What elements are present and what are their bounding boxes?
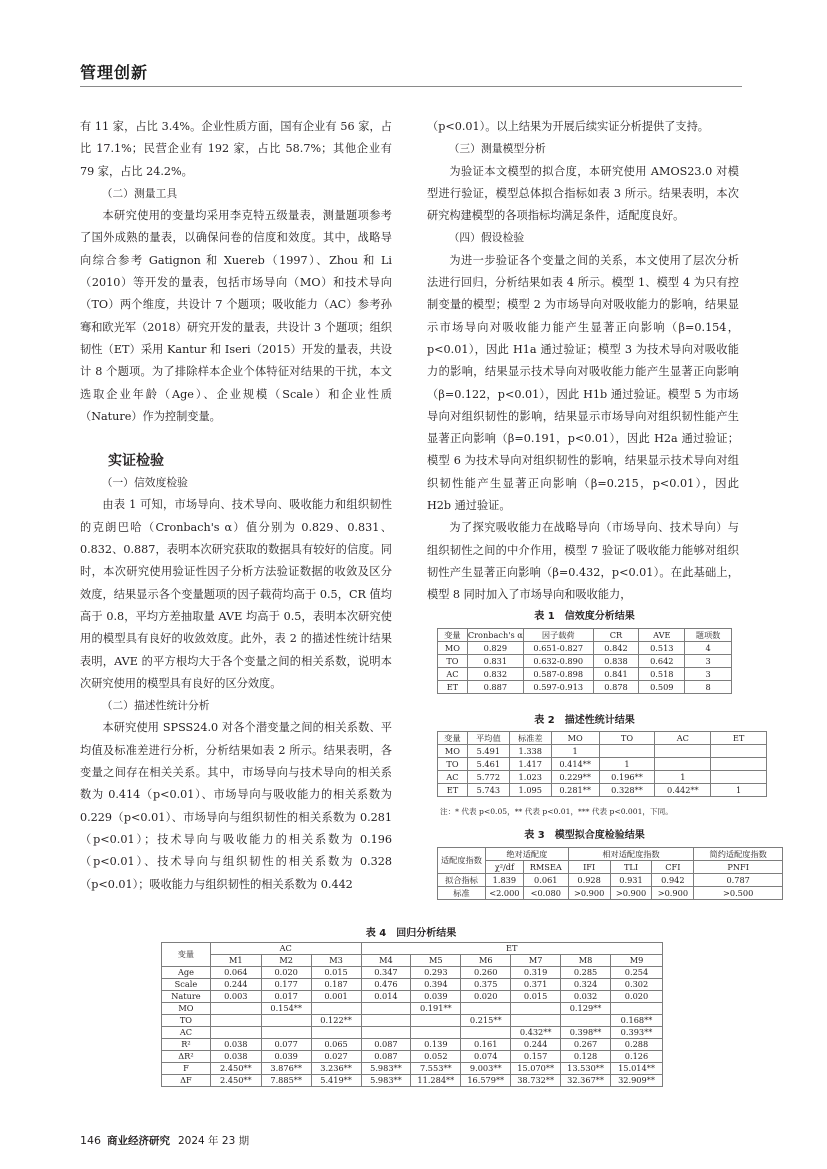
table-header-cell: 变量: [438, 732, 468, 745]
table-cell: 0.061: [523, 874, 568, 887]
table-row: [438, 681, 732, 694]
table-cell: 0.432**: [511, 1027, 561, 1039]
table-header-row: [162, 955, 663, 967]
table-cell: 0.077: [261, 1039, 311, 1051]
table-cell: 2.450**: [210, 1075, 261, 1087]
table-header-cell: M3: [311, 955, 361, 967]
table-cell: AC: [438, 771, 468, 784]
table-cell: 0.393**: [611, 1027, 663, 1039]
table-cell: 1.023: [509, 771, 551, 784]
table-row: [162, 1075, 663, 1087]
table-cell: 0.841: [593, 668, 639, 681]
table-cell: [461, 1027, 511, 1039]
table-cell: [210, 1027, 261, 1039]
table-cell: [261, 1027, 311, 1039]
table-cell: 8: [685, 681, 732, 694]
table-cell: 5.772: [467, 771, 509, 784]
table-cell: [655, 745, 711, 758]
subsection-heading: （一）信效度检验: [101, 476, 188, 490]
table-header-cell: IFI: [568, 861, 610, 874]
table-cell: 0.087: [361, 1039, 411, 1051]
table-header-cell: ET: [711, 732, 767, 745]
table-cell: [655, 758, 711, 771]
table-cell: [361, 1027, 411, 1039]
table-header-cell: 题项数: [685, 629, 732, 642]
table-cell: 0.168**: [611, 1015, 663, 1027]
table-cell: 0.319: [511, 967, 561, 979]
table-cell: 0.065: [311, 1039, 361, 1051]
table-cell: [599, 745, 655, 758]
table-cell: 0.518: [639, 668, 685, 681]
table-cell: 11.284**: [411, 1075, 461, 1087]
table-cell: R²: [162, 1039, 211, 1051]
subsection-heading: （三）测量模型分析: [448, 142, 546, 156]
issue-label: 2024 年 23 期: [178, 1135, 250, 1147]
table-cell: 0.003: [210, 991, 261, 1003]
paragraph: 为进一步验证各个变量之间的关系，本文使用了层次分析法进行回归，分析结果如表 4 所示。模型 1、模型 4 为只有控制变量的模型；模型 2 为市场导向对吸收能力的影响，结果显示市场导向对吸收能力能产生显著正向影响（β=0.154，p<0.01），因此 H1a 通过验证；模型 3 为技术导向对吸收能力的影响，结果显示技术导向对吸收能力能产生显著正向影响（β=0.122，p<0.01），因此 H1b 通过验证。模型 5 为市场导向对组织韧性的影响，结果显示市场导向对组织韧性能产生显著正向影响（β=0.191，p<0.01），因此 H2a 通过验证；模型 6 为技术导向对组织韧性的影响，结果显示技术导向对组织韧性能产生显著正向影响（β=0.215，p<0.01），因此 H2b 通过验证。: [427, 253, 739, 513]
table-header-cell: 绝对适配度: [485, 848, 568, 861]
table-cell: [561, 1015, 611, 1027]
table-cell: 0.039: [411, 991, 461, 1003]
table-cell: 0.288: [611, 1039, 663, 1051]
table-cell: 0.032: [561, 991, 611, 1003]
table1-reliability: [437, 628, 732, 694]
table-cell: Nature: [162, 991, 211, 1003]
table-header-cell: PNFI: [694, 861, 783, 874]
table-cell: 0.632-0.890: [523, 655, 593, 668]
table-cell: 0.161: [461, 1039, 511, 1051]
table-header-cell: ET: [361, 943, 663, 955]
table-cell: 0.787: [694, 874, 783, 887]
table-cell: 0.177: [261, 979, 311, 991]
table-cell: [511, 1015, 561, 1027]
table-cell: 1.417: [509, 758, 551, 771]
table-cell: 0.414**: [551, 758, 599, 771]
table-cell: TO: [162, 1015, 211, 1027]
table-row: [438, 887, 783, 900]
table-cell: 0.394: [411, 979, 461, 991]
table-cell: 0.015: [511, 991, 561, 1003]
table-cell: 0.842: [593, 642, 639, 655]
table-row: [162, 1015, 663, 1027]
table-cell: 0.039: [261, 1051, 311, 1063]
table-cell: 1.338: [509, 745, 551, 758]
subsection-heading: （二）测量工具: [101, 186, 178, 200]
table-cell: 0.020: [611, 991, 663, 1003]
table-cell: >0.900: [610, 887, 652, 900]
table-cell: F: [162, 1063, 211, 1075]
table-cell: [711, 745, 767, 758]
table-header-row: [438, 861, 783, 874]
table-cell: 0.328**: [599, 784, 655, 797]
table-cell: <0.080: [523, 887, 568, 900]
table-cell: 3.876**: [261, 1063, 311, 1075]
table-header-cell: χ²/df: [485, 861, 523, 874]
paragraph: 为了探究吸收能力在战略导向（市场导向、技术导向）与组织韧性之间的中介作用，模型 7 验证了吸收能力能够对组织韧性产生显著正向影响（β=0.432，p<0.01）。在此基础上，模型 8 同时加入了市场导向和吸收能力，: [427, 521, 739, 602]
table-header-cell: 简约适配度指数: [694, 848, 783, 861]
table-cell: TO: [438, 655, 468, 668]
table-cell: [311, 1003, 361, 1015]
table-cell: 1: [655, 771, 711, 784]
table-cell: 0.887: [467, 681, 523, 694]
table-header-cell: 标准差: [509, 732, 551, 745]
table-row: [162, 1003, 663, 1015]
table-cell: 5.983**: [361, 1063, 411, 1075]
table-cell: 0.302: [611, 979, 663, 991]
table-cell: 0.015: [311, 967, 361, 979]
table-cell: 0.014: [361, 991, 411, 1003]
table-cell: 0.285: [561, 967, 611, 979]
table-header-cell: AC: [210, 943, 361, 955]
table-row: [438, 745, 767, 758]
table-header-cell: 变量: [438, 629, 468, 642]
table-cell: 0.878: [593, 681, 639, 694]
table-cell: 0.324: [561, 979, 611, 991]
table-cell: 3: [685, 668, 732, 681]
paragraph: 本研究使用 SPSS24.0 对各个潜变量之间的相关系数、平均值及标准差进行分析，分析结果如表 2 所示。结果表明，各变量之间存在相关关系。其中，市场导向与技术导向的相关系数为 0.414（p<0.01）、市场导向与吸收能力的相关系数为 0.229（p<0.01）、市场导向与组织韧性的相关系数为 0.281（p<0.01）；技术导向与吸收能力的相关系数为 0.196（p<0.01）、技术导向与组织韧性的相关系数为 0.328（p<0.01）；吸收能力与组织韧性的相关系数为 0.442: [80, 721, 392, 891]
table-row: [438, 668, 732, 681]
table-cell: [361, 1003, 411, 1015]
subsection-heading: （四）假设检验: [448, 231, 525, 245]
table-cell: 0.832: [467, 668, 523, 681]
table-cell: [461, 1003, 511, 1015]
table-row: [438, 655, 732, 668]
table-cell: ET: [438, 681, 468, 694]
table-row: [438, 642, 732, 655]
table-header-row: [438, 848, 783, 861]
table-cell: 3: [685, 655, 732, 668]
table-cell: ET: [438, 784, 468, 797]
table-header-cell: M5: [411, 955, 461, 967]
table-cell: 0.074: [461, 1051, 511, 1063]
table-row: [162, 1039, 663, 1051]
table-cell: MO: [438, 745, 468, 758]
table-cell: Age: [162, 967, 211, 979]
left-column: [80, 116, 392, 896]
section-title: 管理创新: [80, 63, 149, 82]
table-cell: 0.651-0.827: [523, 642, 593, 655]
table-cell: 38.732**: [511, 1075, 561, 1087]
table-cell: MO: [162, 1003, 211, 1015]
table-cell: >0.900: [652, 887, 694, 900]
table-cell: AC: [438, 668, 468, 681]
table-cell: ΔF: [162, 1075, 211, 1087]
table-cell: 0.587-0.898: [523, 668, 593, 681]
table-header-cell: 因子载荷: [523, 629, 593, 642]
table-cell: 1: [599, 758, 655, 771]
table-cell: 0.260: [461, 967, 511, 979]
table-cell: 拟合指标: [438, 874, 486, 887]
table4-caption: 表 4 回归分析结果: [365, 928, 457, 939]
table-cell: AC: [162, 1027, 211, 1039]
table-header-cell: M8: [561, 955, 611, 967]
table-cell: 32.367**: [561, 1075, 611, 1087]
table-cell: 1: [711, 784, 767, 797]
table-header-cell: M2: [261, 955, 311, 967]
paragraph: 有 11 家，占比 3.4%。企业性质方面，国有企业有 56 家，占比 17.1%；民营企业有 192 家，占比 58.7%；其他企业有 79 家，占比 24.2%。: [80, 120, 392, 178]
table-cell: [711, 758, 767, 771]
table-cell: 0.038: [210, 1051, 261, 1063]
subsection-heading: （二）描述性统计分析: [101, 699, 210, 713]
table-cell: MO: [438, 642, 468, 655]
table-cell: 5.743: [467, 784, 509, 797]
table-cell: 0.017: [261, 991, 311, 1003]
table-header-row: [438, 732, 767, 745]
table-row: [438, 758, 767, 771]
journal-name: 商业经济研究: [107, 1135, 170, 1147]
table-cell: 0.122**: [311, 1015, 361, 1027]
table-cell: 0.027: [311, 1051, 361, 1063]
table-row: [162, 1051, 663, 1063]
table-header-row: [438, 629, 732, 642]
table-cell: 9.003**: [461, 1063, 511, 1075]
table-cell: 0.129**: [561, 1003, 611, 1015]
table-header-cell: Cronbach's α: [467, 629, 523, 640]
table-cell: 0.829: [467, 642, 523, 655]
table-cell: 3.236**: [311, 1063, 361, 1075]
table2-note: 注：* 代表 p<0.05，** 代表 p<0.01，*** 代表 p<0.001，下同。: [440, 807, 673, 816]
table-cell: 1.839: [485, 874, 523, 887]
table-row: [438, 784, 767, 797]
table-cell: ΔR²: [162, 1051, 211, 1063]
table-cell: 0.154**: [261, 1003, 311, 1015]
right-column: [427, 116, 739, 607]
table-cell: 13.530**: [561, 1063, 611, 1075]
table-cell: 0.442**: [655, 784, 711, 797]
table-row: [162, 979, 663, 991]
table-header-cell: CFI: [652, 861, 694, 874]
table-cell: 0.157: [511, 1051, 561, 1063]
table-cell: <2.000: [485, 887, 523, 900]
table-cell: 1.095: [509, 784, 551, 797]
table-cell: [711, 771, 767, 784]
table-cell: 0.375: [461, 979, 511, 991]
table-header-cell: 相对适配度指数: [568, 848, 694, 861]
table-header-row: [162, 943, 663, 955]
table1-caption: 表 1 信效度分析结果: [534, 611, 635, 622]
table-cell: 15.070**: [511, 1063, 561, 1075]
table-cell: 7.553**: [411, 1063, 461, 1075]
table-cell: 0.196**: [599, 771, 655, 784]
table-header-cell: RMSEA: [523, 861, 568, 874]
table-header-cell: M6: [461, 955, 511, 967]
table-cell: 0.020: [461, 991, 511, 1003]
page-number: 146: [80, 1134, 101, 1147]
table-cell: 0.281**: [551, 784, 599, 797]
table-cell: 0.187: [311, 979, 361, 991]
paragraph: 为验证本文模型的拟合度，本研究使用 AMOS23.0 对模型进行验证，模型总体拟合指标如表 3 所示。结果表明，本次研究构建模型的各项指标均满足条件，适配度良好。: [427, 164, 739, 223]
table-cell: [210, 1015, 261, 1027]
table-cell: 1: [551, 745, 599, 758]
table-cell: 0.267: [561, 1039, 611, 1051]
table-cell: 5.491: [467, 745, 509, 758]
table-cell: 0.293: [411, 967, 461, 979]
table-cell: 标准: [438, 887, 486, 900]
section-heading: 实证检验: [108, 453, 164, 470]
table-cell: 0.838: [593, 655, 639, 668]
table-header-cell: M1: [210, 955, 261, 967]
table-row: [162, 1063, 663, 1075]
table-cell: 4: [685, 642, 732, 655]
table-cell: [210, 1003, 261, 1015]
table-cell: [411, 1027, 461, 1039]
table-cell: [611, 1003, 663, 1015]
table-cell: 0.931: [610, 874, 652, 887]
table-cell: 0.126: [611, 1051, 663, 1063]
table2-caption: 表 2 描述性统计结果: [534, 715, 635, 726]
table-cell: 0.254: [611, 967, 663, 979]
table-cell: [361, 1015, 411, 1027]
table-cell: 0.244: [511, 1039, 561, 1051]
table-cell: 0.244: [210, 979, 261, 991]
table-row: [438, 874, 783, 887]
table4-regression: [161, 942, 663, 1087]
table-header-cell: 平均值: [467, 732, 509, 745]
paragraph: 本研究使用的变量均采用李克特五级量表，测量题项参考了国外成熟的量表，以确保问卷的信度和效度。其中，战略导向综合参考 Gatignon 和 Xuereb（1997）、Zhou 和 Li（2010）等开发的量表，包括市场导向（MO）和技术导向（TO）两个维度，共设计 7 个题项；吸收能力（AC）参考孙骞和欧光军（2018）研究开发的量表，共设计 3 个题项；组织韧性（ET）采用 Kantur 和 Iseri（2015）开发的量表，共设计 8 个题项。为了排除样本企业个体特征对结果的干扰，本文选取企业年龄（Age）、企业规模（Scale）和企业性质（Nature）作为控制变量。: [80, 209, 392, 423]
running-header: [80, 58, 742, 87]
table-header-cell: MO: [551, 732, 599, 745]
table-cell: 7.885**: [261, 1075, 311, 1087]
table-header-cell: TLI: [610, 861, 652, 874]
table-header-cell: AC: [655, 732, 711, 745]
table-cell: 5.461: [467, 758, 509, 771]
table-cell: 0.052: [411, 1051, 461, 1063]
table-cell: >0.900: [568, 887, 610, 900]
table-cell: 0.371: [511, 979, 561, 991]
table-cell: 0.128: [561, 1051, 611, 1063]
table-cell: 16.579**: [461, 1075, 511, 1087]
table-cell: 0.831: [467, 655, 523, 668]
table-cell: >0.500: [694, 887, 783, 900]
table-cell: [511, 1003, 561, 1015]
table-header-cell: CR: [593, 629, 639, 642]
table-row: [162, 967, 663, 979]
section-gap: [80, 428, 392, 450]
table-cell: 0.139: [411, 1039, 461, 1051]
table-cell: Scale: [162, 979, 211, 991]
table-cell: 0.191**: [411, 1003, 461, 1015]
table-cell: [261, 1015, 311, 1027]
table-cell: 0.509: [639, 681, 685, 694]
table-cell: 0.942: [652, 874, 694, 887]
table-row: [438, 771, 767, 784]
table-cell: 5.419**: [311, 1075, 361, 1087]
table-cell: 0.087: [361, 1051, 411, 1063]
table-cell: [311, 1027, 361, 1039]
table-header-cell: TO: [599, 732, 655, 745]
page-footer: [80, 1133, 249, 1148]
table-cell: 0.229**: [551, 771, 599, 784]
table3-fit: [437, 847, 783, 900]
table-cell: 5.983**: [361, 1075, 411, 1087]
table-cell: 0.215**: [461, 1015, 511, 1027]
table-header-cell: M4: [361, 955, 411, 967]
table-header-cell: M7: [511, 955, 561, 967]
table-cell: 0.001: [311, 991, 361, 1003]
table-cell: 0.038: [210, 1039, 261, 1051]
table-cell: 0.513: [639, 642, 685, 655]
paragraph: （p<0.01）。以上结果为开展后续实证分析提供了支持。: [427, 120, 709, 133]
table3-caption: 表 3 模型拟合度检验结果: [524, 830, 645, 841]
table-row: [162, 991, 663, 1003]
table-cell: 2.450**: [210, 1063, 261, 1075]
table-cell: TO: [438, 758, 468, 771]
table-header-cell: 适配度指数: [438, 848, 486, 874]
paragraph: 由表 1 可知，市场导向、技术导向、吸收能力和组织韧性的克朗巴哈（Cronbach's α）值分别为 0.829、0.831、0.832、0.887，表明本次研究获取的数据具有较好的信度。同时，本次研究使用验证性因子分析方法验证数据的收敛及区分效度，结果显示各个变量题项的因子载荷均高于 0.5，CR 值均高于 0.8，平均方差抽取量 AVE 均高于 0.5，表明本次研究使用的模型具有良好的收敛效度。此外，表 2 的描述性统计结果表明，AVE 的平方根均大于各个变量之间的相关系数，说明本次研究使用的模型具有良好的区分效度。: [80, 498, 392, 690]
table-header-cell: M9: [611, 955, 663, 967]
table2-descriptive: [437, 731, 767, 797]
table-cell: 0.064: [210, 967, 261, 979]
table-cell: 15.014**: [611, 1063, 663, 1075]
table-cell: 0.928: [568, 874, 610, 887]
table-cell: 0.597-0.913: [523, 681, 593, 694]
table-cell: 0.476: [361, 979, 411, 991]
table-cell: 0.347: [361, 967, 411, 979]
table-cell: 0.020: [261, 967, 311, 979]
table-header-cell: AVE: [639, 629, 685, 642]
table-row: [162, 1027, 663, 1039]
table-cell: 0.398**: [561, 1027, 611, 1039]
table-header-cell: 变量: [162, 943, 211, 967]
table-cell: 0.642: [639, 655, 685, 668]
table-cell: [411, 1015, 461, 1027]
table-cell: 32.909**: [611, 1075, 663, 1087]
